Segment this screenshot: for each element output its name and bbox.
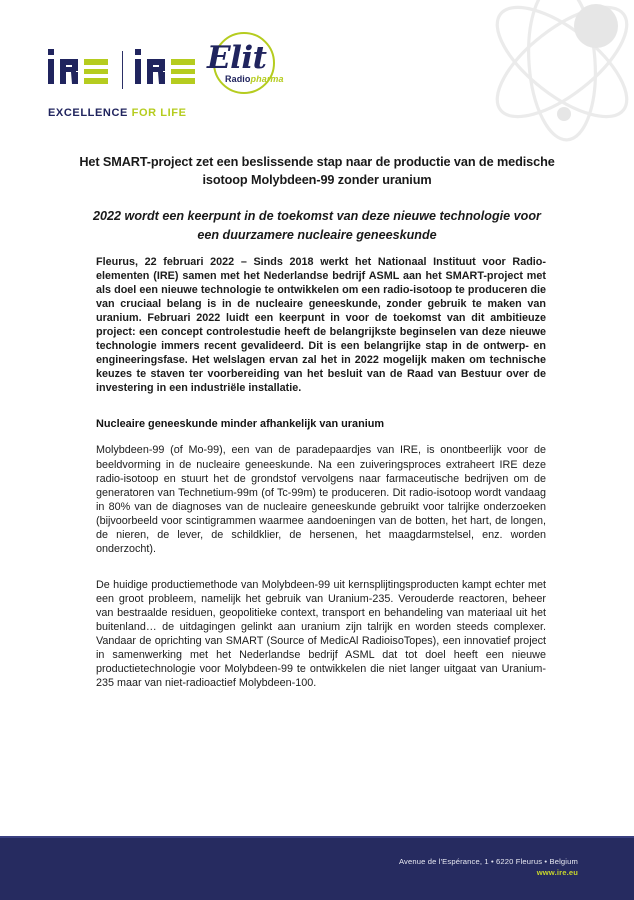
tagline-part-2: FOR LIFE [131,107,187,119]
article-body [96,255,546,703]
elit-brandmark [195,38,307,94]
page-title: Het SMART-project zet een beslissende stap naar de productie van de medische isotoop Molybdeen-99 zonder uranium [79,155,555,187]
footer-website-link[interactable]: www.ire.eu [536,868,578,877]
paragraph-3: De huidige productiemethode van Molybdeen-99 uit kernsplijtingsproducten kampt echter met een groot probleem, namelijk het gebruik van Uranium-235. Verouderde reactoren, beheer van bestraalde residuen, geopolitieke context, transport en behandeling van materiaal uit het buitenland… de uitdagingen gelinkt aan uranium zijn talrijk en worden steeds complexer. Vandaar de oprichting van SMART (Source of MedicAl RadioisoTopes), een innovatief project in samenwerking met het Nederlandse bedrijf ASML dat tot doel heeft een nieuwe productietechnologie voor Molybdeen-99 te ontwikkelen die niet langer uitgaat van Uranium-235 maar van niet-radioactief Molybdeen-100. [96,578,546,690]
page-subtitle: 2022 wordt een keerpunt in de toekomst van deze nieuwe technologie voor een duurzamere nucleaire geneeskunde [93,209,541,242]
footer-divider [0,836,634,838]
section-subheading: Nucleaire geneeskunde minder afhankelijk van uranium [96,418,385,431]
ire-elit-logotype-icon [135,48,197,84]
tagline-part-1: EXCELLENCE [48,107,128,119]
body-spacer-2 [96,569,546,578]
document-footer [0,838,634,900]
body-spacer [96,408,546,417]
paragraph-lead: Fleurus, 22 februari 2022 – Sinds 2018 werkt het Nationaal Instituut voor Radio-elementen (IRE) samen met het Nederlandse bedrijf ASML aan het SMART-project met als doel een nieuwe technologie te ontwikkelen om een radio-isotoop te produceren die van cruciaal belang is in de nucleaire geneeskunde, zonder gebruik te maken van uranium. Februari 2022 luidt een keerpunt in voor de toekomst van dit ambitieuze project: een concept controlestudie heeft de belangrijkste beginselen van deze nieuwe technologie immers recent gevalideerd. Dit is een belangrijke stap in de ontwerp- en engineeringsfase. Het welslagen ervan zal het in 2022 mogelijk maken om technische keuzes te staven ter voorbereiding van het besluit van de Raad van Bestuur over de investering in een industriële installatie. [96,256,546,395]
radiopharma-light: pharma [250,74,284,84]
ire-primary-logo [48,44,110,88]
radiopharma-bold: Radio [225,74,251,84]
elit-wordmark: Elit [207,40,267,76]
radiopharma-wordmark [225,74,284,84]
ire-logotype-icon [48,48,110,84]
ire-elit-logo [135,40,307,88]
logo-divider [122,51,123,89]
brand-tagline [48,107,187,119]
document-header [0,0,634,148]
brand-logo [48,40,307,96]
paragraph-2: Molybdeen-99 (of Mo-99), een van de paradepaardjes van IRE, is onontbeerlijk voor de beeldvorming in de nucleaire geneeskunde. Na een zuiveringsproces extraheert IRE deze radio-isotoop en stuurt het de grondstof vervolgens naar farmaceutische bedrijven om de generatoren van Technetium-99m (of Tc-99m) te produceren. Dit radio-isotoop wordt vandaag in 80% van de diagnoses van de nucleaire geneeskunde gebruikt voor talrijke onderzoeken (bijvoorbeeld voor scintigrammen waarmee aandoeningen van de botten, het hart, de longen, de nieren, de lever, de schildklier, de hersenen, het maagdarmstelsel, enz. worden onderzocht). [96,444,546,555]
footer-address: Avenue de l'Espérance, 1 • 6220 Fleurus • Belgium [398,857,578,866]
